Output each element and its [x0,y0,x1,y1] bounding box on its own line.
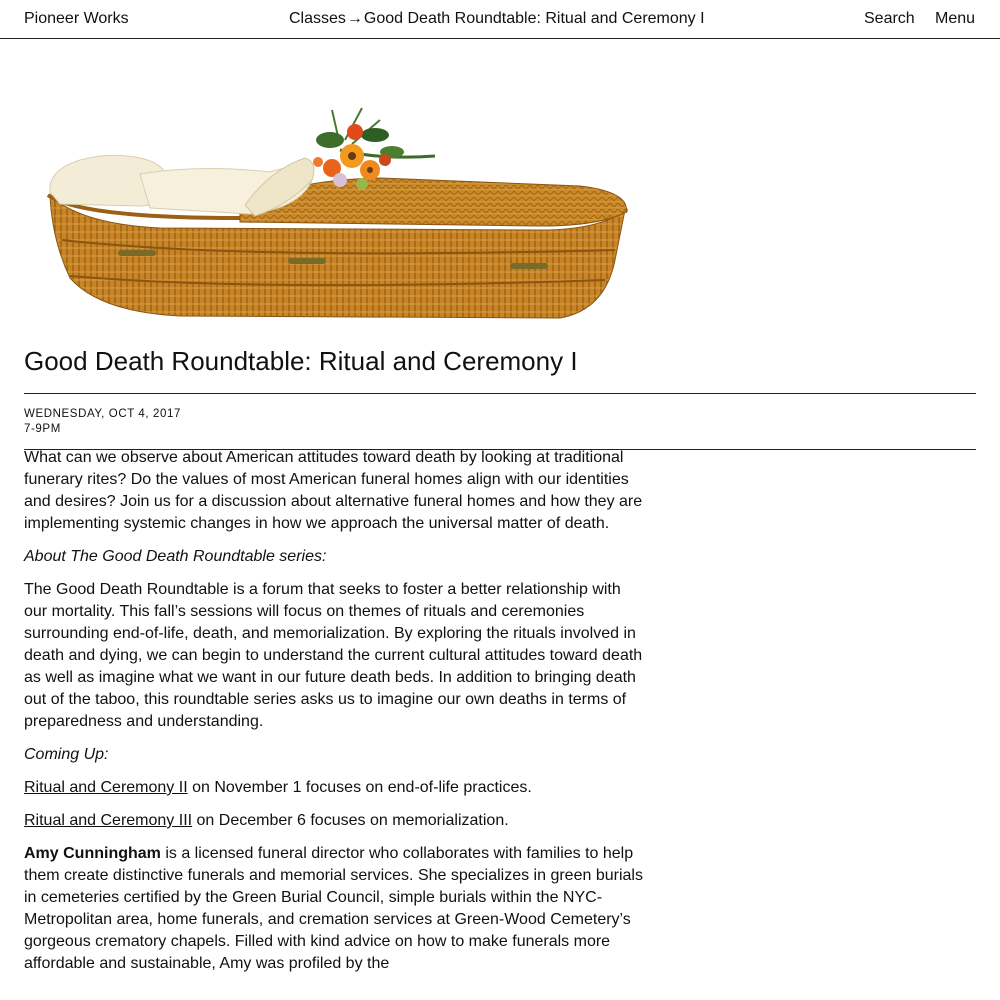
site-header [0,0,1000,39]
breadcrumb-classes-link[interactable]: Classes [289,10,346,27]
upcoming-item [24,777,648,799]
upcoming-item [24,810,648,832]
event-date: WEDNESDAY, OCT 4, 2017 [24,408,182,420]
bio-name: Amy Cunningham [24,845,161,862]
bio-text: is a licensed funeral director who collaborates with families to help them create distinctive funerals and memorial services. She specializes in green burials in cemeteries certified by the Green Burial Council, simple burials within the NYC- Metropolitan area, home funerals, and cremation services at Green-Wood Cemetery’s gorgeous crematory chapels. Filled with kind advice on how to make funerals more affordable and sustainable, Amy was profiled by the [24,845,643,972]
series-paragraph: The Good Death Roundtable is a forum that seeks to foster a better relationship with our mortality. This fall’s sessions will focus on themes of rituals and ceremonies surrounding end-of-life, death, and memorialization. By exploring the rituals involved in death and dying, we can begin to understand the current cultural attitudes toward death as well as imagine what we want in our future death beds. In addition to bringing death out of the taboo, this roundtable series asks us to imagine our own deaths in terms of preparedness and understanding. [24,581,643,730]
event-description [24,447,648,986]
ritual-ceremony-iii-link[interactable]: Ritual and Ceremony III [24,812,193,829]
divider [24,393,976,394]
ritual-ceremony-ii-link[interactable]: Ritual and Ceremony II [24,779,188,796]
menu-button[interactable]: Menu [935,10,976,27]
search-button[interactable]: Search [864,10,915,27]
breadcrumb [289,10,705,28]
bio-paragraph [24,843,648,975]
intro-paragraph: What can we observe about American attitudes toward death by looking at traditional funerary rites? Do the values of most American funeral homes align with our identities and desires? Join us for a discussion about alternative funeral homes and how they are implementing systemic changes in how we approach the universal matter of death. [24,449,643,532]
upcoming-item-text: on December 6 focuses on memorialization. [192,812,509,829]
page-title: Good Death Roundtable: Ritual and Ceremony I [24,346,578,376]
upcoming-item-text: on November 1 focuses on end-of-life practices. [187,779,532,796]
wicker-casket-with-flowers-image [40,100,640,330]
series-heading: About The Good Death Roundtable series: [24,548,327,565]
arrow-right-icon: → [346,10,363,27]
coming-up-heading: Coming Up: [24,746,109,763]
site-logo-link[interactable]: Pioneer Works [24,10,129,27]
event-time: 7-9PM [24,423,61,435]
event-meta [24,407,181,437]
breadcrumb-current-link[interactable]: Good Death Roundtable: Ritual and Ceremony I [363,10,705,27]
